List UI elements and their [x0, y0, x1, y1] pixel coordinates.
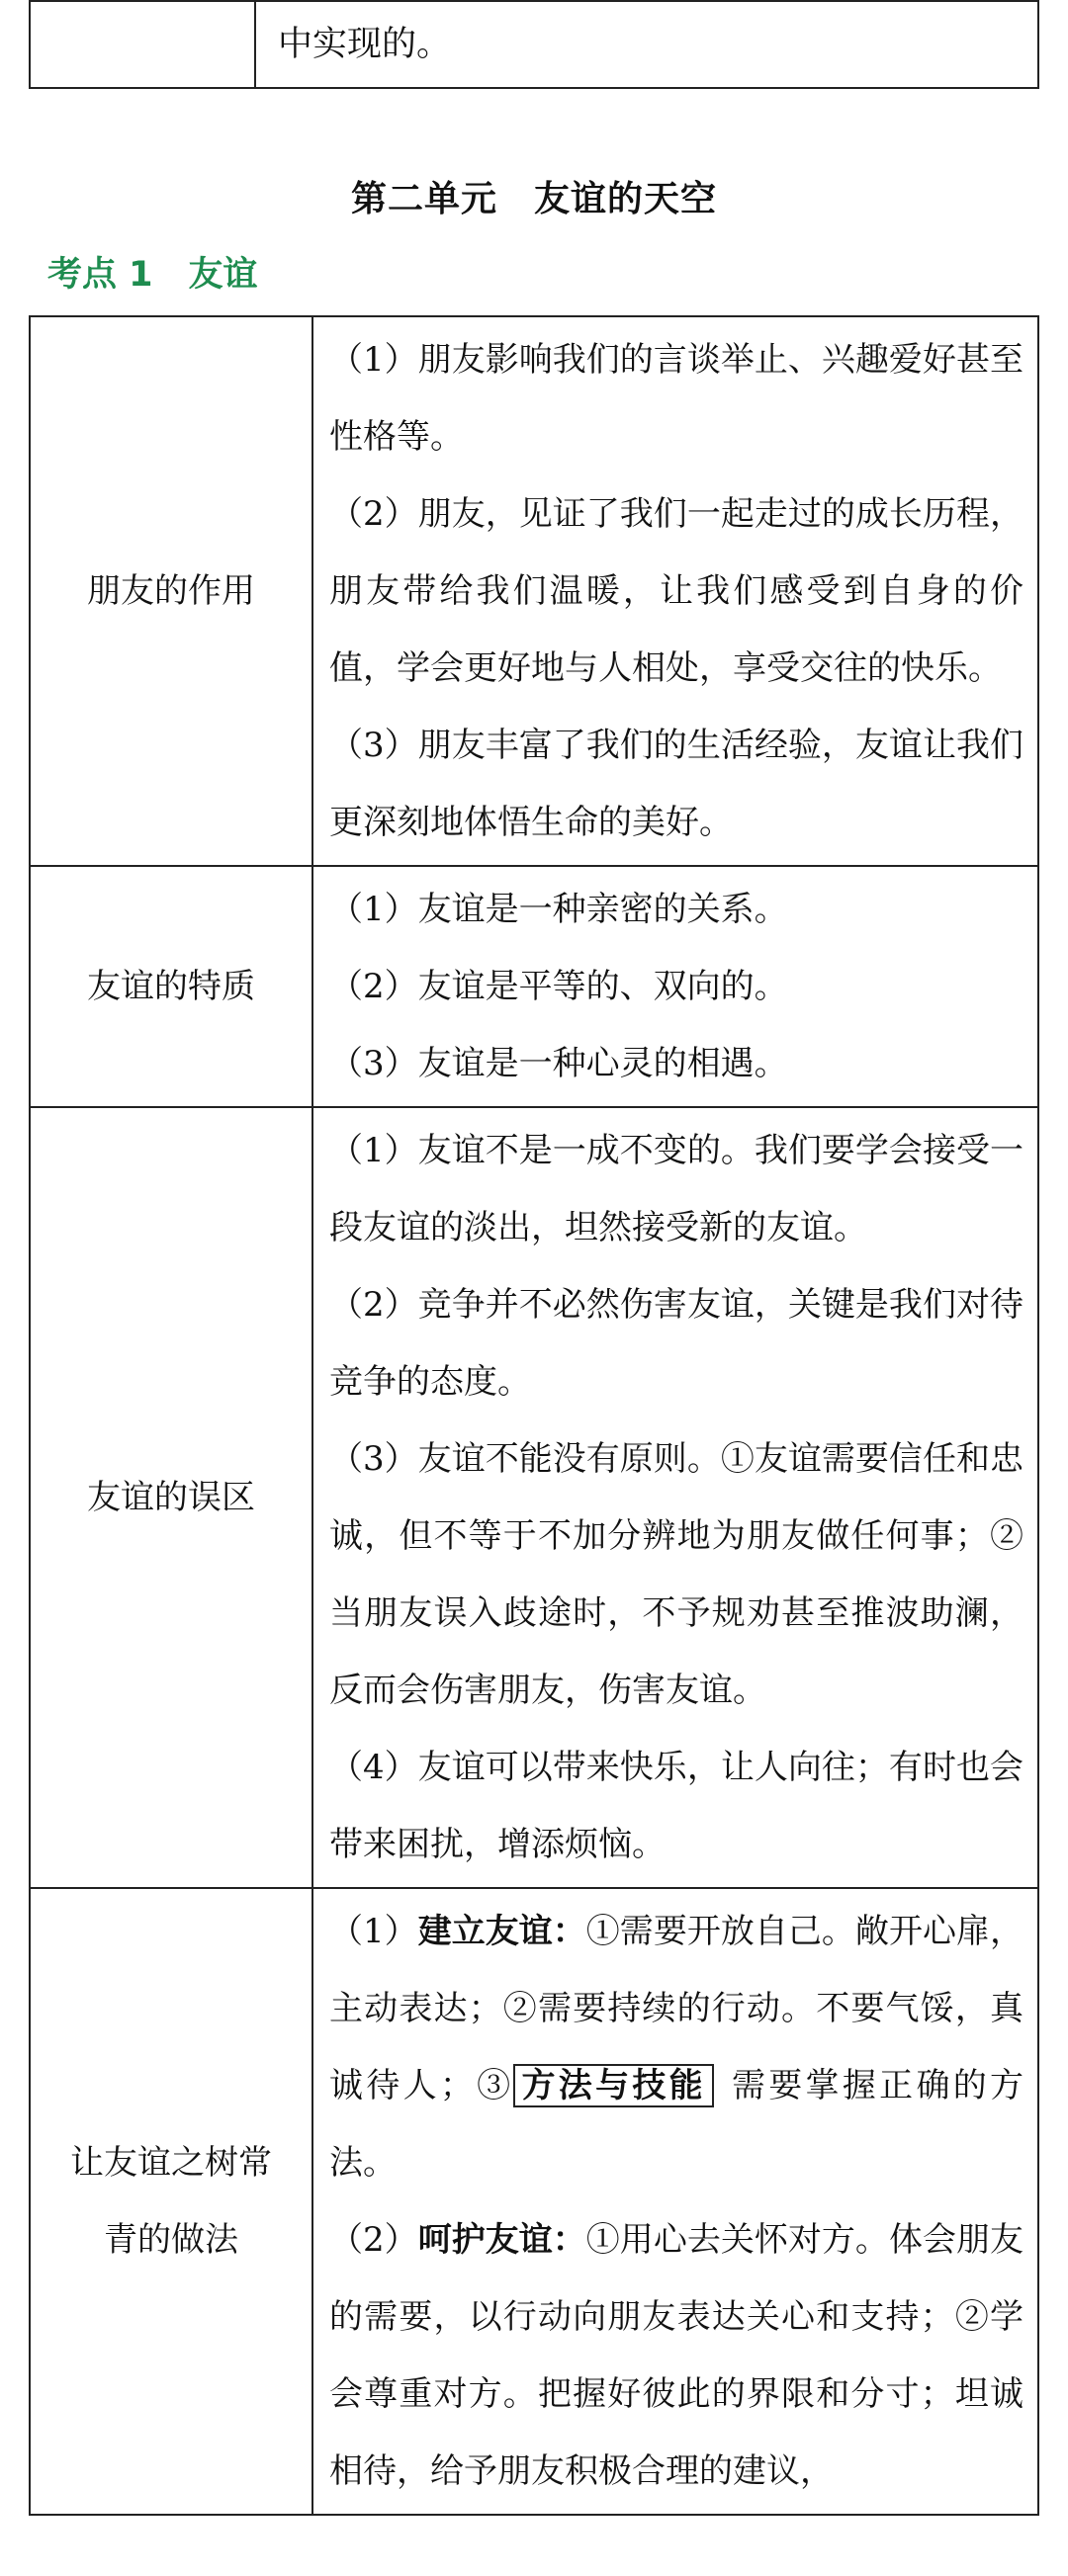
list-item: （2）友谊是平等的、双向的。	[329, 967, 788, 1006]
row-label: 让友谊之树常青的做法	[30, 1888, 312, 2515]
row-content	[312, 1107, 1038, 1888]
item-text: ①用心去关怀对方。体会朋友的需要，以行动向朋友表达关心和支持；②学会尊重对方。把握好彼此的界限和分寸；坦诚相待，给予朋友积极合理的建议，	[329, 2220, 1024, 2491]
continued-text: 中实现的。	[255, 1, 1038, 88]
list-item: （2）竞争并不必然伤害友谊，关键是我们对待竞争的态度。	[329, 1285, 1024, 1402]
row-label: 友谊的特质	[30, 866, 312, 1107]
list-item: （4）友谊可以带来快乐，让人向往；有时也会带来困扰，增添烦恼。	[329, 1748, 1024, 1864]
item-text: 需要掌握正确的方法。	[329, 2066, 1024, 2183]
table-row	[30, 316, 1038, 866]
list-item	[329, 2201, 1024, 2510]
list-item: （1）友谊是一种亲密的关系。	[329, 890, 788, 929]
unit-title: 第二单元 友谊的天空	[350, 179, 717, 219]
boxed-term: 方法与技能	[513, 2064, 713, 2107]
list-item: （3）朋友丰富了我们的生活经验，友谊让我们更深刻地体悟生命的美好。	[329, 726, 1024, 842]
table-row	[30, 866, 1038, 1107]
point-title: 友谊	[188, 255, 258, 295]
list-item: （1）友谊不是一成不变的。我们要学会接受一段友谊的淡出，坦然接受新的友谊。	[329, 1131, 1024, 1247]
row-content	[312, 316, 1038, 866]
empty-cell	[30, 1, 255, 88]
list-item	[329, 1893, 1024, 2201]
list-item: （2）朋友，见证了我们一起走过的成长历程，朋友带给我们温暖，让我们感受到自身的价值，学会更好地与人相处，享受交往的快乐。	[329, 494, 1024, 688]
point-label: 考点 1	[47, 255, 153, 295]
item-text: ①需要开放自己。敞开心扉，主动表达；②需要持续的行动。不要气馁，真诚待人；③	[329, 1912, 1024, 2105]
list-item: （3）友谊不能没有原则。①友谊需要信任和忠诚，但不等于不加分辨地为朋友做任何事；②当朋友误入歧途时，不予规劝甚至推波助澜，反而会伤害朋友，伤害友谊。	[329, 1439, 1024, 1710]
table-row	[30, 1, 1038, 88]
knowledge-table	[29, 315, 1039, 2516]
row-content	[312, 1888, 1038, 2515]
list-item: （1）朋友影响我们的言谈举止、兴趣爱好甚至性格等。	[329, 340, 1024, 457]
point-heading	[47, 250, 258, 300]
row-label: 友谊的误区	[30, 1107, 312, 1888]
table-row	[30, 1888, 1038, 2515]
row-label: 朋友的作用	[30, 316, 312, 866]
top-table	[29, 0, 1039, 89]
list-item: （3）友谊是一种心灵的相遇。	[329, 1044, 788, 1083]
table-row	[30, 1107, 1038, 1888]
item-number: （1）	[329, 1912, 418, 1951]
bold-term: 呵护友谊：	[417, 2220, 586, 2260]
bold-term: 建立友谊：	[417, 1912, 586, 1951]
item-number: （2）	[329, 2220, 418, 2260]
row-content	[312, 866, 1038, 1107]
